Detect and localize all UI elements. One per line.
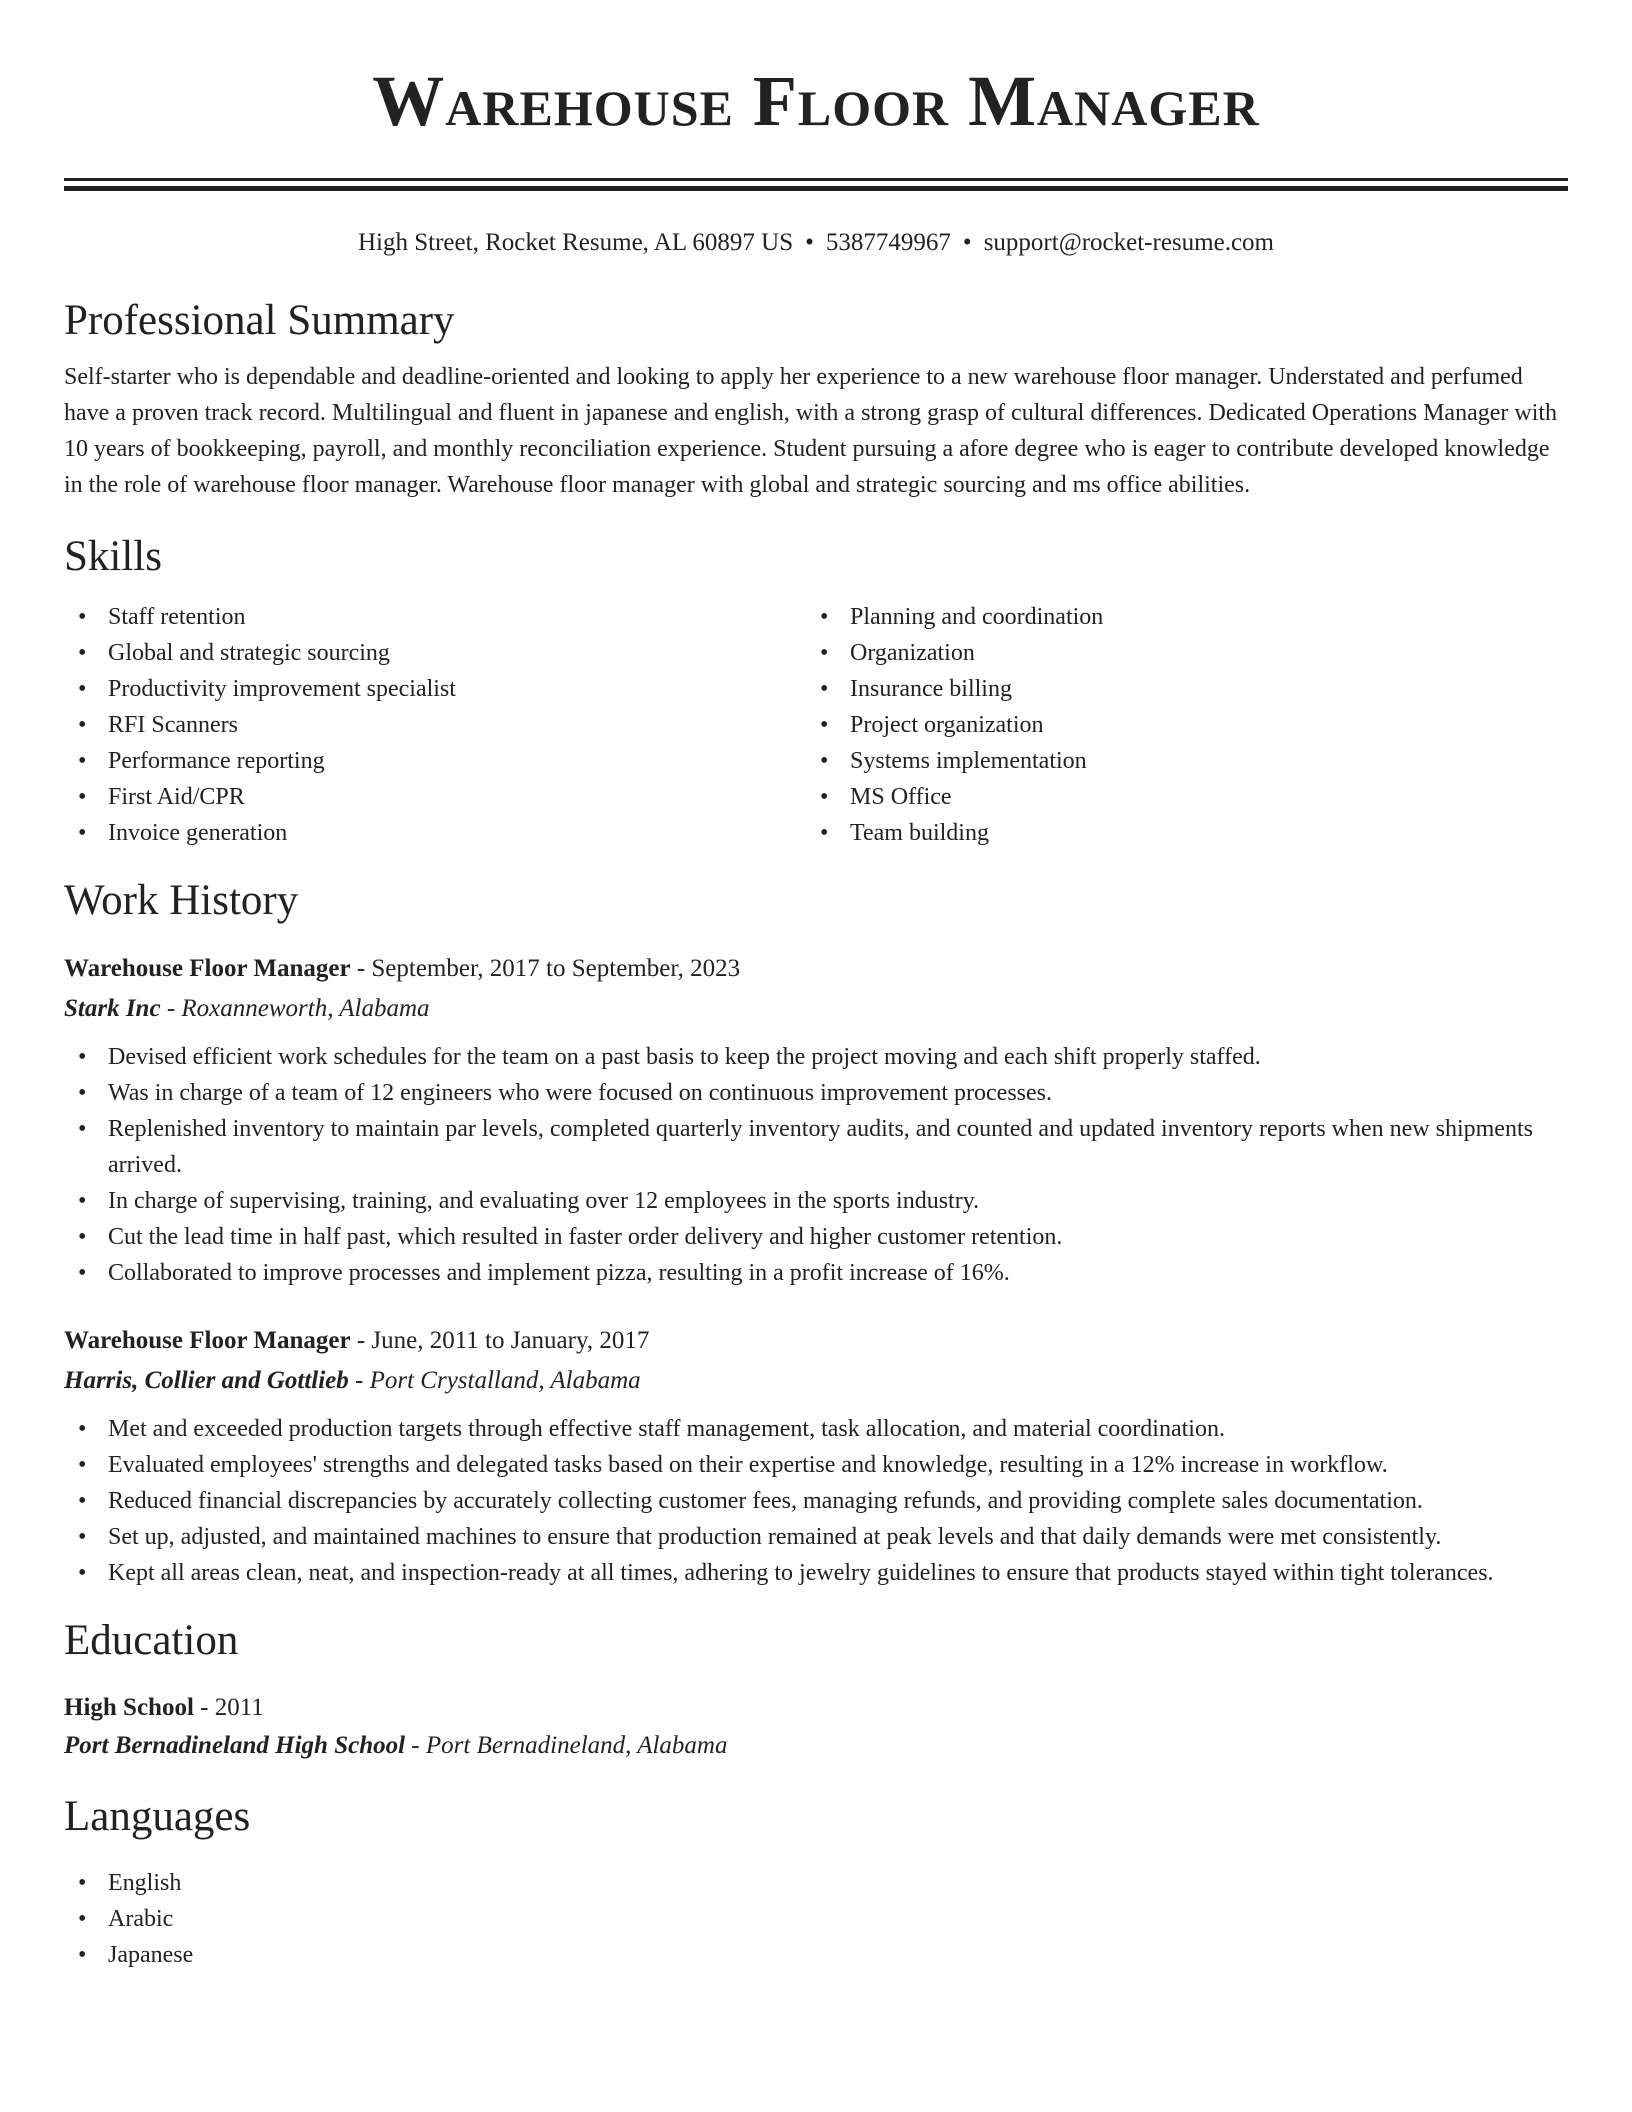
contact-separator: • xyxy=(962,229,972,256)
job-title-line xyxy=(64,949,1568,989)
job-bullet: • Was in charge of a team of 12 engineers who were focused on continuous improvement processes. xyxy=(64,1075,1568,1111)
job-bullet: • Met and exceeded production targets through effective staff management, task allocation, and material coordination. xyxy=(64,1411,1568,1447)
skill-item: • Performance reporting xyxy=(64,743,806,779)
job-title: Warehouse Floor Manager xyxy=(64,955,351,982)
job-bullet: • Devised efficient work schedules for the team on a past basis to keep the project moving and each shift properly staffed. xyxy=(64,1039,1568,1075)
job-dates: - September, 2017 to September, 2023 xyxy=(350,955,741,982)
summary-text: Self-starter who is dependable and deadline-oriented and looking to apply her experience to a new warehouse floor manager. Understated and perfumed have a proven track record. Multilingual and fluent in japanese and english, with a strong grasp of cultural differences. Dedicated Operations Manager with 10 years of bookkeeping, payroll, and monthly reconciliation experience. Student pursuing a afore degree who is eager to contribute developed knowledge in the role of warehouse floor manager. Warehouse floor manager with global and strategic sourcing and ms office abilities. xyxy=(64,364,1558,498)
skills-right-column xyxy=(806,599,1548,851)
skills-left-column xyxy=(64,599,806,851)
skills-heading: Skills xyxy=(64,533,162,580)
education-degree: High School xyxy=(64,1694,194,1721)
skill-item: • Systems implementation xyxy=(806,743,1548,779)
summary-heading: Professional Summary xyxy=(64,297,455,344)
contact-separator: • xyxy=(805,229,814,256)
job-bullet: • Collaborated to improve processes and implement pizza, resulting in a profit increase of 16%. xyxy=(64,1255,1568,1291)
skill-item: • Planning and coordination xyxy=(806,599,1548,635)
education-heading: Education xyxy=(64,1617,239,1664)
skills-section xyxy=(64,531,1568,851)
education-school: Port Bernadineland High School xyxy=(64,1732,406,1759)
job-bullet: • In charge of supervising, training, and evaluating over 12 employees in the sports industry. xyxy=(64,1183,1568,1219)
job-location: - Roxanneworth, Alabama xyxy=(160,995,430,1022)
contact-phone: 5387749967 xyxy=(825,229,951,256)
skill-item: • MS Office xyxy=(806,779,1548,815)
job-company-line xyxy=(64,989,1568,1029)
job-entry xyxy=(64,1321,1568,1591)
work-history-heading: Work History xyxy=(64,877,299,924)
job-bullets xyxy=(64,1411,1568,1591)
languages-section xyxy=(64,1791,1568,1973)
job-bullet: • Reduced financial discrepancies by accurately collecting customer fees, managing refunds, and providing complete sales documentation. xyxy=(64,1483,1568,1519)
language-item: • English xyxy=(64,1865,1568,1901)
skill-item: • Staff retention xyxy=(64,599,806,635)
skill-item: • Organization xyxy=(806,635,1548,671)
header-divider-thick xyxy=(64,186,1568,191)
summary-section xyxy=(64,295,1568,503)
job-company-line xyxy=(64,1361,1568,1401)
languages-list xyxy=(64,1865,1568,1973)
contact-address: High Street, Rocket Resume, AL 60897 US xyxy=(358,229,794,256)
job-bullet: • Replenished inventory to maintain par levels, completed quarterly inventory audits, and counted and updated inventory reports when new shipments arrived. xyxy=(64,1111,1568,1183)
candidate-name: Warehouse Floor Manager xyxy=(372,61,1260,141)
job-company: Stark Inc xyxy=(64,995,161,1022)
job-title: Warehouse Floor Manager xyxy=(64,1327,351,1354)
education-location: - Port Bernadineland, Alabama xyxy=(405,1732,728,1759)
job-location: - Port Crystalland, Alabama xyxy=(348,1367,641,1394)
language-item: • Arabic xyxy=(64,1901,1568,1937)
job-bullet: • Cut the lead time in half past, which resulted in faster order delivery and higher customer retention. xyxy=(64,1219,1568,1255)
skill-item: • Insurance billing xyxy=(806,671,1548,707)
education-degree-line xyxy=(64,1689,1568,1727)
languages-heading: Languages xyxy=(64,1793,251,1840)
job-entry xyxy=(64,949,1568,1291)
header-divider-thin xyxy=(64,178,1568,181)
skill-item: • Global and strategic sourcing xyxy=(64,635,806,671)
job-bullet: • Evaluated employees' strengths and delegated tasks based on their expertise and knowledge, resulting in a 12% increase in workflow. xyxy=(64,1447,1568,1483)
education-entry xyxy=(64,1689,1568,1765)
skill-item: • Project organization xyxy=(806,707,1548,743)
job-dates: - June, 2011 to January, 2017 xyxy=(350,1327,650,1354)
education-school-line xyxy=(64,1727,1568,1765)
skill-item: • Invoice generation xyxy=(64,815,806,851)
job-title-line xyxy=(64,1321,1568,1361)
language-item: • Japanese xyxy=(64,1937,1568,1973)
contact-line xyxy=(64,225,1568,261)
education-section xyxy=(64,1615,1568,1765)
skills-grid xyxy=(64,599,1568,851)
job-bullet: • Set up, adjusted, and maintained machines to ensure that production remained at peak levels and that daily demands were met consistently. xyxy=(64,1519,1568,1555)
skill-item: • Productivity improvement specialist xyxy=(64,671,806,707)
job-company: Harris, Collier and Gottlieb xyxy=(64,1367,349,1394)
work-history-section xyxy=(64,875,1568,1591)
skill-item: • Team building xyxy=(806,815,1548,851)
job-bullet: • Kept all areas clean, neat, and inspection-ready at all times, adhering to jewelry guidelines to ensure that products stayed within tight tolerances. xyxy=(64,1555,1568,1591)
skill-item: • First Aid/CPR xyxy=(64,779,806,815)
job-bullets xyxy=(64,1039,1568,1291)
education-year: - 2011 xyxy=(193,1694,264,1721)
contact-email: support@rocket-resume.com xyxy=(983,229,1274,256)
skill-item: • RFI Scanners xyxy=(64,707,806,743)
